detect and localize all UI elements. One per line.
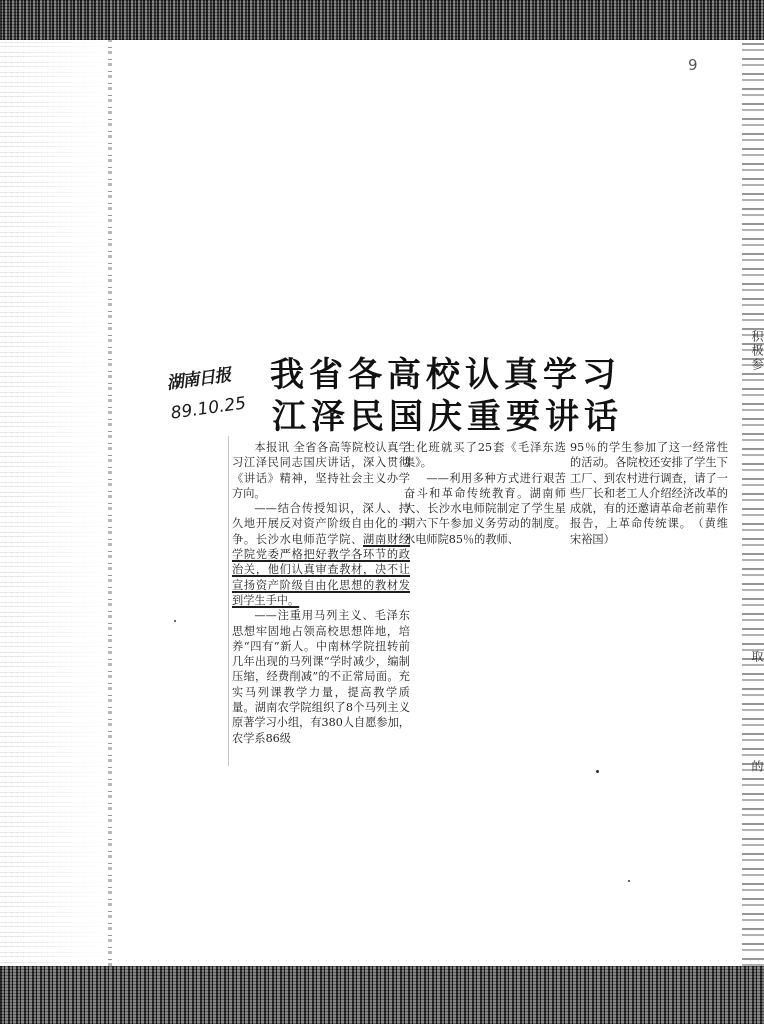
article-paragraph [570, 440, 728, 547]
scan-speck [596, 770, 599, 773]
page-fold-line [108, 40, 112, 966]
adjacent-clipping-fragment: 取 [750, 650, 764, 664]
article-paragraph: 土化班就买了25套《毛泽东选集》。 [404, 441, 566, 470]
page-number: 9 [688, 56, 698, 74]
handwritten-source-note [165, 355, 272, 423]
article-paragraph: ——注重用马列主义、毛泽东思想牢固地占领高校思想阵地，培养“四有”新人。中南林学院扭转前几年出现的马列课“学时减少，编制压缩，经费削减”的不正常局面。充实马列课教学力量，提高教学质量。湖南农学院组织了8个马列主义原著学习小组，有380人自愿参加，农学系86级 [232, 609, 410, 745]
article-headline [270, 354, 690, 438]
headline-line-2: 江泽民国庆重要讲话 [272, 397, 623, 437]
underlined-passage: 湖南财经学院党委严格把好教学各环节的政治关，他们认真审查教材，决不让宣扬资产阶级自由化思想的教材发到学生手中。 [232, 532, 410, 607]
adjacent-clipping-fragment: 积极参 [750, 330, 764, 372]
article-column-3 [570, 440, 728, 547]
scan-border-left [0, 40, 112, 966]
scan-border-right [742, 40, 764, 966]
scan-border-top [0, 0, 764, 40]
article-column-2 [404, 440, 566, 547]
headline-line-1: 我省各高校认真学习 [270, 355, 621, 395]
scan-speck [174, 620, 176, 622]
scan-border-bottom [0, 966, 764, 1024]
handwritten-newspaper-name: 湖南日报 [165, 365, 232, 394]
article-paragraph: 本报讯 全省各高等院校认真学习江泽民同志国庆讲话，深入贯彻《讲话》精神，坚持社会主义办学方向。 [232, 441, 410, 500]
scan-speck [628, 880, 630, 882]
article-paragraph: ——利用多种方式进行艰苦奋斗和革命传统教育。湖南师大、长沙水电师院制定了学生星期六下午参加义务劳动的制度。水电师院85％的教师、 [404, 471, 566, 546]
article-paragraph [232, 501, 410, 608]
article-column-1 [232, 440, 410, 746]
adjacent-clipping-fragment: 的 [750, 760, 764, 774]
handwritten-date: 89.10.25 [169, 393, 248, 424]
paragraph-text: ——结合传授知识，深人、持久地开展反对资产阶级自由化的斗争。长沙水电师范学院、 [232, 502, 410, 546]
article-byline: （黄维 宋裕国） [570, 517, 728, 546]
paragraph-text: 95％的学生参加了这一经常性的活动。各院校还安排了学生下工厂、到农村进行调查，请了一些厂长和老工人介绍经济改革的成就，有的还邀请革命老前辈作报告，上革命传统课。 [570, 441, 728, 531]
